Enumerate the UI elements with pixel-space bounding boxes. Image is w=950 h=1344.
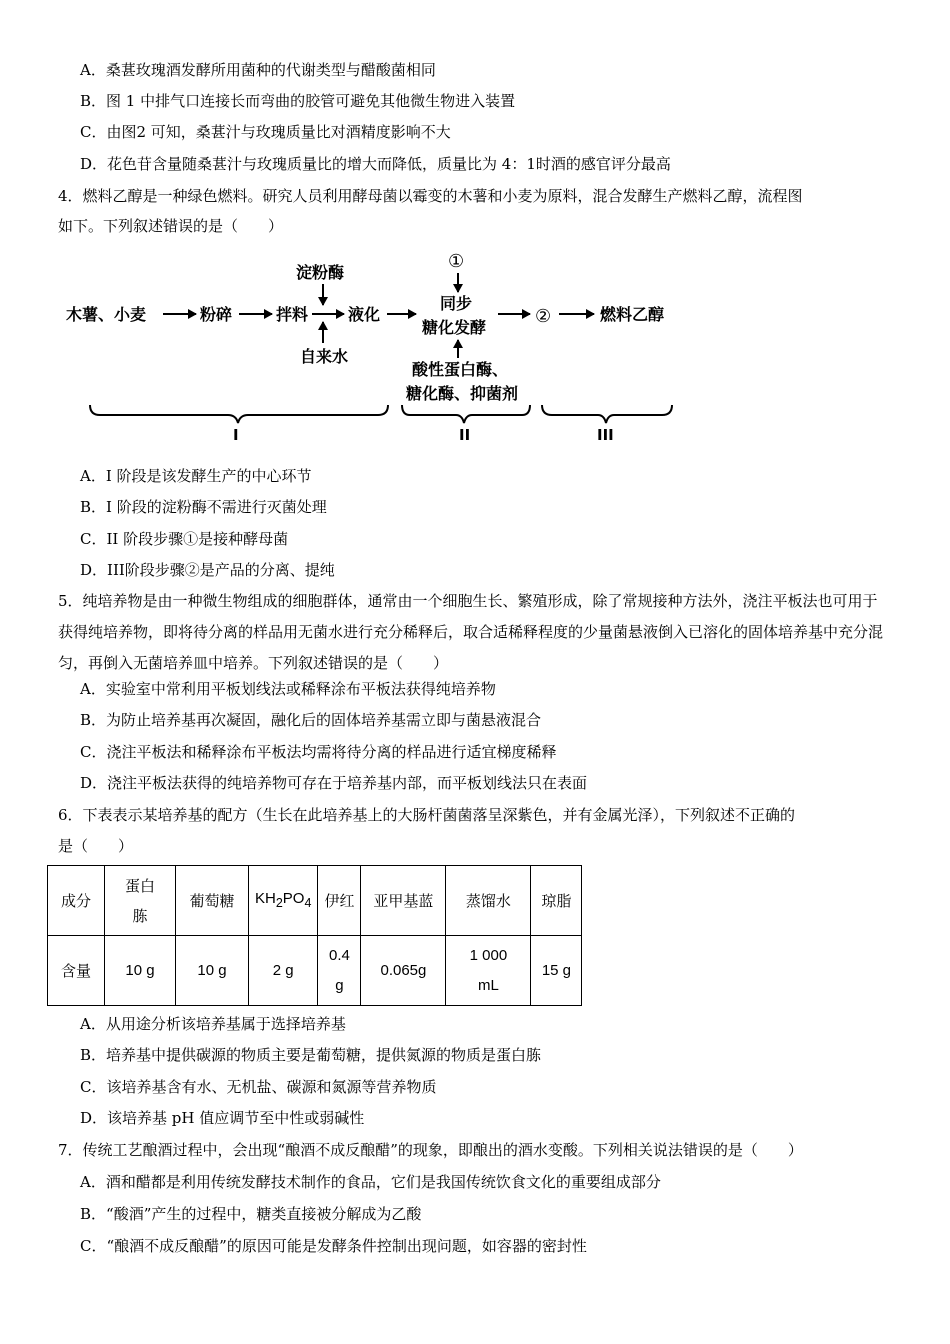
enzymes-label-line2: 糖化酶、抑菌剂	[406, 384, 519, 403]
header-cell: 成分	[48, 866, 105, 936]
header-cell: 伊红	[318, 866, 361, 936]
culture-medium-table	[47, 865, 582, 1006]
fermentation-flowchart	[0, 245, 950, 445]
amylase-label: 淀粉酶	[296, 263, 345, 282]
formula-part: KH	[255, 889, 276, 907]
q3-option-b: B．图 1 中排气口连接长而弯曲的胶管可避免其他微生物进入装置	[80, 92, 516, 110]
value-text: 1 000	[469, 946, 508, 964]
stage2-bracket	[402, 405, 530, 423]
tapwater-label: 自来水	[300, 347, 349, 366]
value-cell	[446, 936, 531, 1006]
q5-option-a: A．实验室中常利用平板划线法或稀释涂布平板法获得纯培养物	[80, 680, 496, 698]
q4-option-b: B．I 阶段的淀粉酶不需进行灭菌处理	[80, 498, 327, 516]
q7-option-a: A．酒和醋都是利用传统发酵技术制作的食品，它们是我国传统饮食文化的重要组成部分	[80, 1173, 661, 1191]
q5-option-c: C．浇注平板法和稀释涂布平板法均需将待分离的样品进行适宜梯度稀释	[80, 743, 557, 761]
q4-option-c: C．II 阶段步骤①是接种酵母菌	[80, 530, 289, 548]
q7-stem: 7．传统工艺酿酒过程中，会出现“酿酒不成反酿醋”的现象，即酿出的酒水变酸。下列相关说法错误的是（ ）	[58, 1141, 803, 1159]
step1-label: ①	[448, 251, 465, 272]
table-row	[48, 936, 582, 1006]
q6-option-d: D．该培养基 pH 值应调节至中性或弱碱性	[80, 1109, 365, 1127]
header-cell	[105, 866, 176, 936]
product-label: 燃料乙醇	[600, 305, 665, 324]
crush-label: 粉碎	[200, 305, 233, 324]
q6-stem-line2: 是（ ）	[58, 837, 134, 855]
header-cell: 亚甲基蓝	[361, 866, 446, 936]
header-cell: 葡萄糖	[176, 866, 249, 936]
formula-part: PO	[282, 889, 305, 907]
value-text: mL	[478, 976, 499, 994]
stage3-bracket	[542, 405, 672, 423]
q3-option-c: C．由图2 可知，桑葚汁与玫瑰质量比对酒精度影响不大	[80, 123, 451, 141]
row-label-cell: 含量	[48, 936, 105, 1006]
enzymes-label-line1: 酸性蛋白酶、	[412, 360, 509, 379]
step2-label: ②	[535, 306, 552, 327]
mix-label: 拌料	[276, 305, 309, 324]
header-text: 胨	[132, 906, 148, 925]
q4-option-d: D．III阶段步骤②是产品的分离、提纯	[80, 561, 335, 579]
raw-material-label: 木薯、小麦	[66, 305, 147, 324]
q3-option-a: A．桑葚玫瑰酒发酵所用菌种的代谢类型与醋酸菌相同	[80, 61, 436, 79]
q4-option-a: A．I 阶段是该发酵生产的中心环节	[80, 467, 312, 485]
q6-option-a: A．从用途分析该培养基属于选择培养基	[80, 1015, 346, 1033]
stage2-label: II	[459, 426, 471, 444]
value-cell: 10 g	[105, 936, 176, 1006]
value-cell: 15 g	[531, 936, 582, 1006]
stage1-bracket	[90, 405, 388, 423]
q3-option-d: D．花色苷含量随桑葚汁与玫瑰质量比的增大而降低，质量比为 4：1时酒的感官评分最高	[80, 155, 671, 173]
q7-option-b: B．“酸酒”产生的过程中，糖类直接被分解成为乙酸	[80, 1205, 422, 1223]
sync-label-line1: 同步	[440, 294, 473, 313]
formula-subscript: 2	[275, 895, 283, 910]
header-cell: 琼脂	[531, 866, 582, 936]
value-cell: 2 g	[249, 936, 318, 1006]
q7-option-c: C．“酿酒不成反酿醋”的原因可能是发酵条件控制出现问题，如容器的密封性	[80, 1237, 587, 1255]
q5-option-b: B．为防止培养基再次凝固，融化后的固体培养基需立即与菌悬液混合	[80, 711, 542, 729]
liquefy-label: 液化	[348, 305, 381, 324]
q4-stem-line1: 4．燃料乙醇是一种绿色燃料。研究人员利用酵母菌以霉变的木薯和小麦为原料，混合发酵生产燃料乙醇，流程图	[58, 187, 803, 205]
value-cell: 0.4 g	[318, 936, 361, 1006]
sync-label-line2: 糖化发酵	[422, 318, 487, 337]
q4-stem-line2: 如下。下列叙述错误的是（ ）	[58, 217, 284, 235]
header-text: 蛋白	[124, 876, 155, 895]
value-cell: 10 g	[176, 936, 249, 1006]
header-cell: 蒸馏水	[446, 866, 531, 936]
stage3-label: III	[597, 426, 614, 444]
q6-option-b: B．培养基中提供碳源的物质主要是葡萄糖，提供氮源的物质是蛋白胨	[80, 1046, 542, 1064]
value-cell: 0.065g	[361, 936, 446, 1006]
q6-option-c: C．该培养基含有水、无机盐、碳源和氮源等营养物质	[80, 1078, 437, 1096]
formula-subscript: 4	[304, 895, 312, 910]
table-row	[48, 866, 582, 936]
stage1-label: I	[233, 426, 239, 444]
header-cell	[249, 866, 318, 936]
q5-stem: 5．纯培养物是由一种微生物组成的细胞群体，通常由一个细胞生长、繁殖形成，除了常规接种方法外，浇注平板法也可用于获得纯培养物，即将待分离的样品用无菌水进行充分稀释后，取合适稀释程度的少量菌悬液倒入已溶化的固体培养基中充分混匀，再倒入无菌培养皿中培养。下列叙述错误的是（ ）	[58, 592, 884, 672]
q6-stem-line1: 6．下表表示某培养基的配方（生长在此培养基上的大肠杆菌菌落呈深紫色，并有金属光泽），下列叙述不正确的	[58, 806, 796, 824]
q5-option-d: D．浇注平板法获得的纯培养物可存在于培养基内部，而平板划线法只在表面	[80, 774, 588, 792]
